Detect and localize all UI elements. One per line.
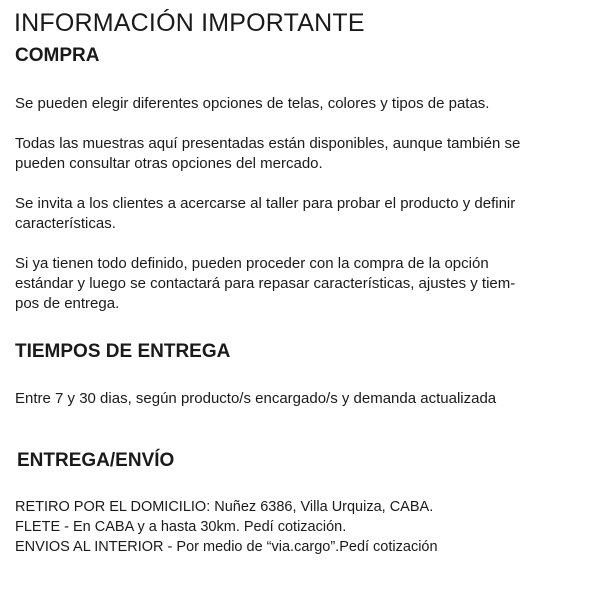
retiro-line: RETIRO POR EL DOMICILIO: Nuñez 6386, Villa Urquiza, CABA.	[15, 499, 434, 515]
flete-line: FLETE - En CABA y a hasta 30km. Pedí cotización.	[15, 519, 347, 535]
entrega-details	[15, 497, 438, 557]
paragraph-line: Si ya tienen todo definido, pueden proceder con la compra de la opción	[15, 255, 489, 272]
paragraph-line: pueden consultar otras opciones del mercado.	[15, 155, 323, 172]
paragraph-line: pos de entrega.	[15, 295, 120, 312]
paragraph-line: características.	[15, 215, 116, 232]
paragraph-line: estándar y luego se contactará para repasar características, ajustes y tiem-	[15, 275, 516, 292]
paragraph-line: Se pueden elegir diferentes opciones de telas, colores y tipos de patas.	[15, 95, 490, 112]
compra-paragraph-1	[15, 94, 489, 114]
envios-line: ENVIOS AL INTERIOR - Por medio de “via.cargo”.Pedí cotización	[15, 539, 438, 555]
compra-paragraph-4	[15, 254, 515, 314]
paragraph-line: Todas las muestras aquí presentadas están disponibles, aunque también se	[15, 135, 521, 152]
page-title: INFORMACIÓN IMPORTANTE	[14, 9, 365, 37]
compra-paragraph-2	[15, 134, 520, 174]
entrega-heading: ENTREGA/ENVÍO	[17, 450, 175, 471]
tiempos-text: Entre 7 y 30 dias, según producto/s encargado/s y demanda actualizada	[15, 390, 497, 407]
compra-heading: COMPRA	[15, 45, 100, 66]
compra-paragraph-3	[15, 194, 515, 234]
tiempos-heading: TIEMPOS DE ENTREGA	[15, 341, 231, 362]
paragraph-line: Se invita a los clientes a acercarse al taller para probar el producto y definir	[15, 195, 516, 212]
